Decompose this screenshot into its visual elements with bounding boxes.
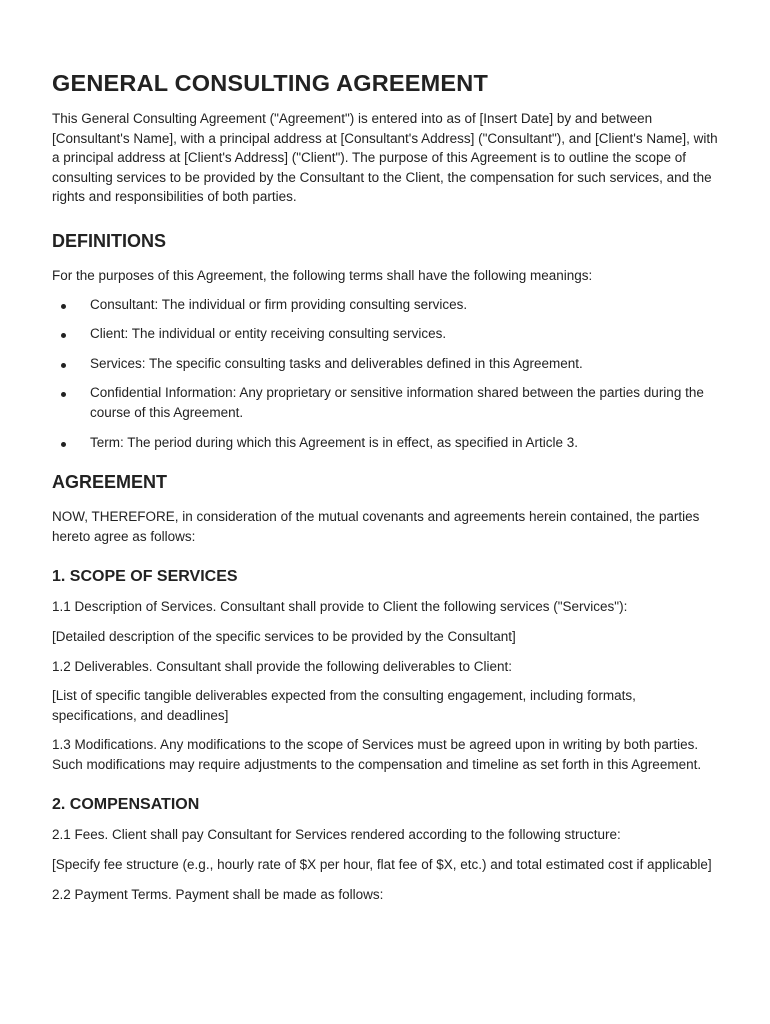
compensation-heading: 2. COMPENSATION [52,796,200,814]
definition-text: Term: The period during which this Agreement is in effect, as specified in Article 3. [90,434,578,450]
bullet-icon [61,363,66,368]
document-title: GENERAL CONSULTING AGREEMENT [52,70,489,96]
bullet-icon [61,304,66,309]
definition-text: Confidential Information: Any proprietary or sensitive information shared between the parties during the course of this Agreement. [90,385,704,420]
bullet-icon [61,392,66,397]
list-item [52,295,722,315]
compensation-2-1: 2.1 Fees. Client shall pay Consultant for Services rendered according to the following structure: [52,827,621,843]
compensation-2-2: 2.2 Payment Terms. Payment shall be made as follows: [52,886,384,902]
definition-text: Client: The individual or entity receiving consulting services. [90,326,447,342]
definitions-heading: DEFINITIONS [52,230,167,251]
definitions-list [52,295,722,453]
definitions-lead: For the purposes of this Agreement, the following terms shall have the following meanings: [52,267,593,283]
scope-1-1: 1.1 Description of Services. Consultant shall provide to Client the following services ("Services"): [52,599,628,615]
list-item [52,324,722,344]
bullet-icon [61,442,66,447]
list-item [52,433,722,453]
document-page [52,70,722,914]
list-item [52,354,722,374]
agreement-heading: AGREEMENT [52,472,168,493]
scope-services-placeholder: [Detailed description of the specific services to be provided by the Consultant] [52,628,516,644]
scope-heading: 1. SCOPE OF SERVICES [52,568,238,586]
definition-text: Services: The specific consulting tasks and deliverables defined in this Agreement. [90,355,583,371]
agreement-text: NOW, THEREFORE, in consideration of the mutual covenants and agreements herein contained, the parties hereto agree as follows: [52,509,700,544]
intro-paragraph: This General Consulting Agreement ("Agreement") is entered into as of [Insert Date] by and between [Consultant's Name], with a principal address at [Consultant's Address] ("Consultant"), and [Client's Name], with a principal address at [Client's Address] ("Client"). The purpose of this Agreement is to outline the scope of consulting services to be provided by the Consultant to the Client, the compensation for such services, and the rights and responsibilities of both parties. [52,111,718,205]
list-item [52,383,722,422]
compensation-fee-placeholder: [Specify fee structure (e.g., hourly rate of $X per hour, flat fee of $X, etc.) and total estimated cost if applicable] [52,857,712,873]
scope-deliverables-placeholder: [List of specific tangible deliverables expected from the consulting engagement, including formats, specifications, and deadlines] [52,688,636,723]
scope-1-3: 1.3 Modifications. Any modifications to the scope of Services must be agreed upon in writing by both parties. Such modifications may require adjustments to the compensation and timeline as set forth in this Agreement. [52,737,702,772]
bullet-icon [61,333,66,338]
scope-1-2: 1.2 Deliverables. Consultant shall provide the following deliverables to Client: [52,658,513,674]
definition-text: Consultant: The individual or firm providing consulting services. [90,296,468,312]
